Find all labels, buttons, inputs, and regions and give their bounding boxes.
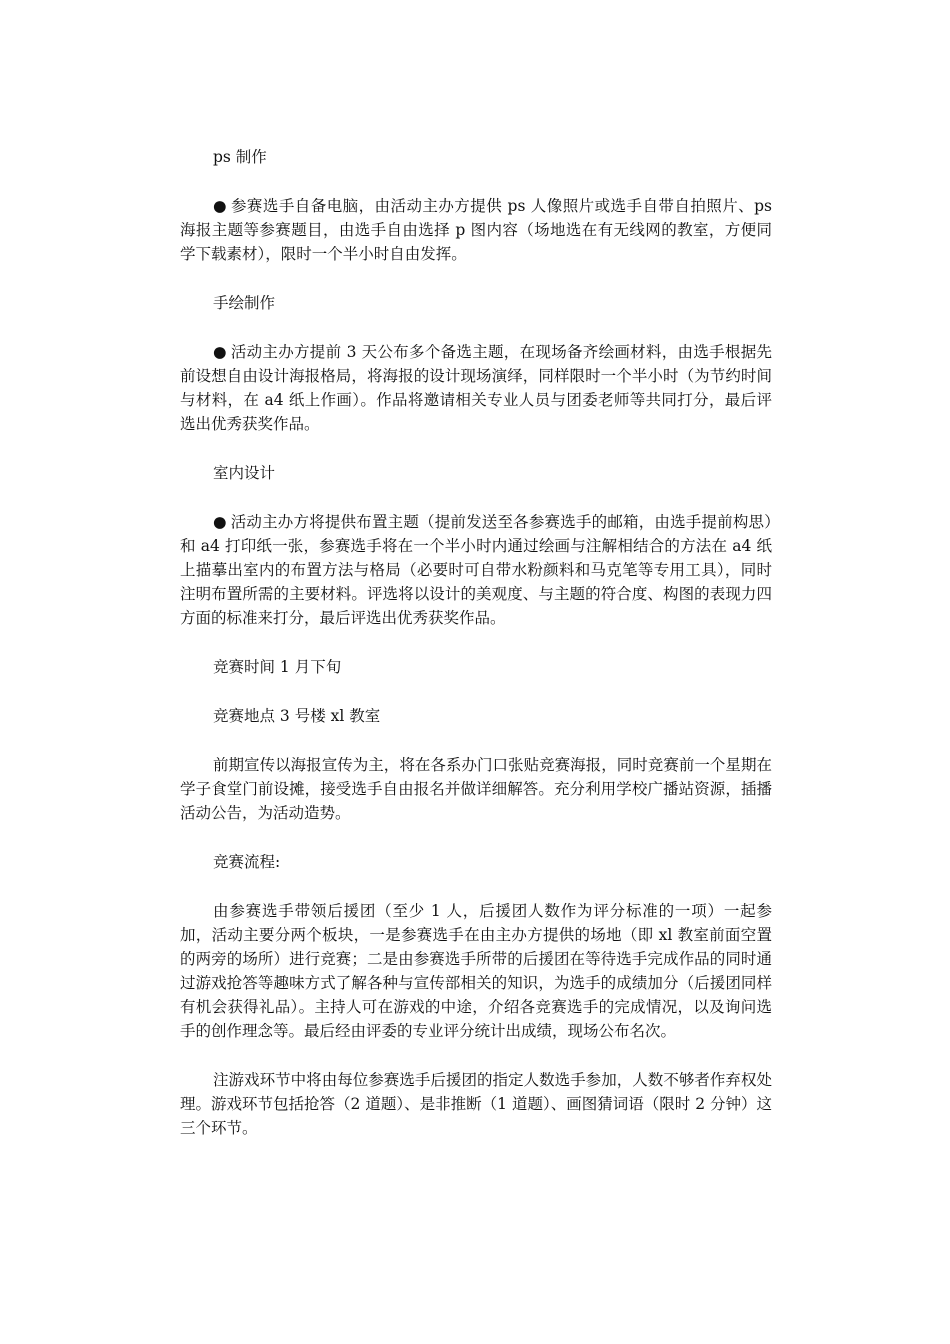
heading-text: 竞赛流程:: [213, 853, 281, 871]
competition-location: [180, 704, 772, 728]
paragraph-text: 活动主办方提前 3 天公布多个备选主题，在现场备齐绘画材料，由选手根据先前设想自由设计海报格局，将海报的设计现场演绎，同样限时一个半小时（为节约时间与材料，在 a4 纸上作画）。作品将邀请相关专业人员与团委老师等共同打分，最后评选出优秀获奖作品。: [180, 343, 772, 433]
paragraph-text: 由参赛选手带领后援团（至少 1 人，后援团人数作为评分标准的一项）一起参加，活动主要分两个板块，一是参赛选手在由主办方提供的场地（即 xl 教室前面空置的两旁的场所）进行竞赛；二是由参赛选手所带的后援团在等待选手完成作品的同时通过游戏抢答等趣味方式了解各种与宣传部相关的知识，为选手的成绩加分（后援团同样有机会获得礼品）。主持人可在游戏的中途，介绍各竞赛选手的完成情况，以及询问选手的创作理念等。最后经由评委的专业评分统计出成绩，现场公布名次。: [180, 902, 772, 1040]
game-note-paragraph: [180, 1068, 772, 1140]
bullet-icon: ●: [213, 343, 227, 361]
bullet-icon: ●: [213, 513, 227, 531]
paragraph-text: 前期宣传以海报宣传为主，将在各系办门口张贴竞赛海报，同时竞赛前一个星期在学子食堂门前设摊，接受选手自由报名并做详细解答。充分利用学校广播站资源，插播活动公告，为活动造势。: [180, 756, 772, 822]
heading-text: 手绘制作: [213, 294, 276, 312]
paragraph-text: 活动主办方将提供布置主题（提前发送至各参赛选手的邮箱，由选手提前构思）和 a4 打印纸一张，参赛选手将在一个半小时内通过绘画与注解相结合的方法在 a4 纸上描摹出室内的布置方法与格局（必要时可自带水粉颜料和马克笔等专用工具），同时注明布置所需的主要材料。评选将以设计的美观度、与主题的符合度、构图的表现力四方面的标准来打分，最后评选出优秀获奖作品。: [180, 513, 772, 627]
promotion-paragraph: [180, 753, 772, 825]
paragraph-text: 注游戏环节中将由每位参赛选手后援团的指定人数选手参加，人数不够者作弃权处理。游戏环节包括抢答（2 道题）、是非推断（1 道题）、画图猜词语（限时 2 分钟）这三个环节。: [180, 1071, 772, 1137]
paragraph-text: 参赛选手自备电脑，由活动主办方提供 ps 人像照片或选手自带自拍照片、ps 海报主题等参赛题目，由选手自由选择 p 图内容（场地选在有无线网的教室，方便同学下载素材），限时一个半小时自由发挥。: [180, 197, 772, 263]
heading-text: 室内设计: [213, 464, 276, 482]
bullet-paragraph-ps: [180, 194, 772, 266]
competition-process-heading: [180, 850, 772, 874]
competition-time: [180, 655, 772, 679]
bullet-paragraph-handdraw: [180, 340, 772, 436]
heading-text: 竞赛地点 3 号楼 xl 教室: [213, 707, 381, 725]
bullet-paragraph-interior: [180, 510, 772, 630]
section-heading-handdraw: [180, 291, 772, 315]
section-heading-ps: [180, 145, 772, 169]
heading-text: 竞赛时间 1 月下旬: [213, 658, 342, 676]
document-page: [180, 145, 772, 1165]
bullet-icon: ●: [213, 197, 227, 215]
section-heading-interior: [180, 461, 772, 485]
heading-text: ps 制作: [213, 148, 267, 166]
process-paragraph: [180, 899, 772, 1043]
